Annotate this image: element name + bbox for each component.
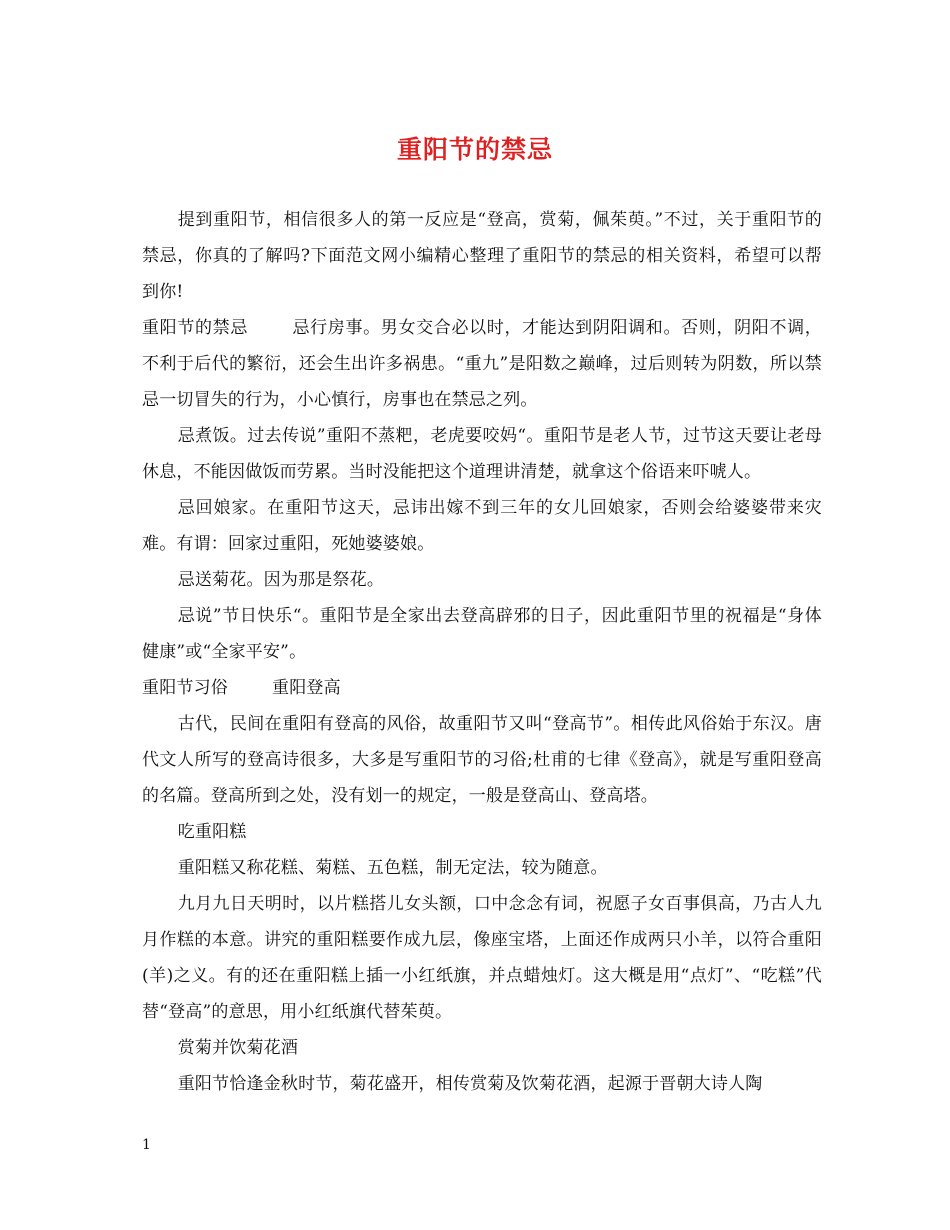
- paragraph-cake-details: [142, 886, 822, 1030]
- paragraph-cake-intro: [142, 850, 822, 886]
- paragraph-text: 重阳糕又称花糕、菊糕、五色糕，制无定法，较为随意。: [177, 858, 608, 878]
- paragraph-text: 忌行房事。男女交合必以时，才能达到阴阳调和。否则，阴阳不调，不利于后代的繁衍，还会生出许多祸患。“重九”是阳数之巅峰，过后则转为阴数，所以禁忌一切冒失的行为，小心慎行，房事也在禁忌之列。: [142, 318, 822, 410]
- paragraph-text: 提到重阳节，相信很多人的第一反应是“登高，赏菊，佩茱萸。”不过，关于重阳节的禁忌，你真的了解吗?下面范文网小编精心整理了重阳节的禁忌的相关资料，希望可以帮到你!: [142, 210, 822, 302]
- document-body: [142, 202, 822, 1102]
- paragraph-no-cooking: [142, 418, 822, 490]
- paragraph-no-chrysanthemum: [142, 562, 822, 598]
- paragraph-chrysanthemum-wine: [142, 1066, 822, 1102]
- paragraph-text: 重阳登高: [272, 678, 341, 698]
- paragraph-climbing: [142, 706, 822, 814]
- paragraph-text: 古代，民间在重阳有登高的风俗，故重阳节又叫“登高节”。相传此风俗始于东汉。唐代文人所写的登高诗很多，大多是写重阳节的习俗;杜甫的七律《登高》，就是写重阳登高的名篇。登高所到之处，没有划一的规定，一般是登高山、登高塔。: [142, 714, 822, 806]
- paragraph-text: 忌回娘家。在重阳节这天，忌讳出嫁不到三年的女儿回娘家，否则会给婆婆带来灾难。有谓：回家过重阳，死她婆婆娘。: [142, 498, 822, 554]
- paragraph-text: 吃重阳糕: [177, 822, 247, 842]
- paragraph-taboo-section: [142, 310, 822, 418]
- paragraph-text: 忌说”节日快乐“。重阳节是全家出去登高辟邪的日子，因此重阳节里的祝福是“身体健康”或“全家平安”。: [142, 606, 822, 662]
- paragraph-text: 重阳节恰逢金秋时节，菊花盛开，相传赏菊及饮菊花酒，起源于晋朝大诗人陶: [177, 1074, 763, 1094]
- paragraph-no-visit-home: [142, 490, 822, 562]
- paragraph-text: 忌煮饭。过去传说”重阳不蒸粑，老虎要咬妈“。重阳节是老人节，过节这天要让老母休息，不能因做饭而劳累。当时没能把这个道理讲清楚，就拿这个俗语来吓唬人。: [142, 426, 822, 482]
- section-heading: 重阳节习俗: [142, 678, 228, 698]
- paragraph-cake-heading: [142, 814, 822, 850]
- section-heading: 重阳节的禁忌: [142, 318, 248, 338]
- paragraph-intro: [142, 202, 822, 310]
- paragraph-chrysanthemum-heading: [142, 1030, 822, 1066]
- paragraph-no-happy: [142, 598, 822, 670]
- document-title: 重阳节的禁忌: [396, 135, 553, 164]
- paragraph-text: 赏菊并饮菊花酒: [177, 1038, 299, 1058]
- paragraph-text: 九月九日天明时，以片糕搭儿女头额，口中念念有词，祝愿子女百事俱高，乃古人九月作糕的本意。讲究的重阳糕要作成九层，像座宝塔，上面还作成两只小羊，以符合重阳(羊)之义。有的还在重阳糕上插一小红纸旗，并点蜡烛灯。这大概是用“点灯”、“吃糕”代替“登高”的意思，用小红纸旗代替茱萸。: [142, 894, 822, 1022]
- paragraph-customs-section: [142, 670, 822, 706]
- page-number: 1: [142, 1137, 151, 1153]
- paragraph-text: 忌送菊花。因为那是祭花。: [177, 570, 385, 590]
